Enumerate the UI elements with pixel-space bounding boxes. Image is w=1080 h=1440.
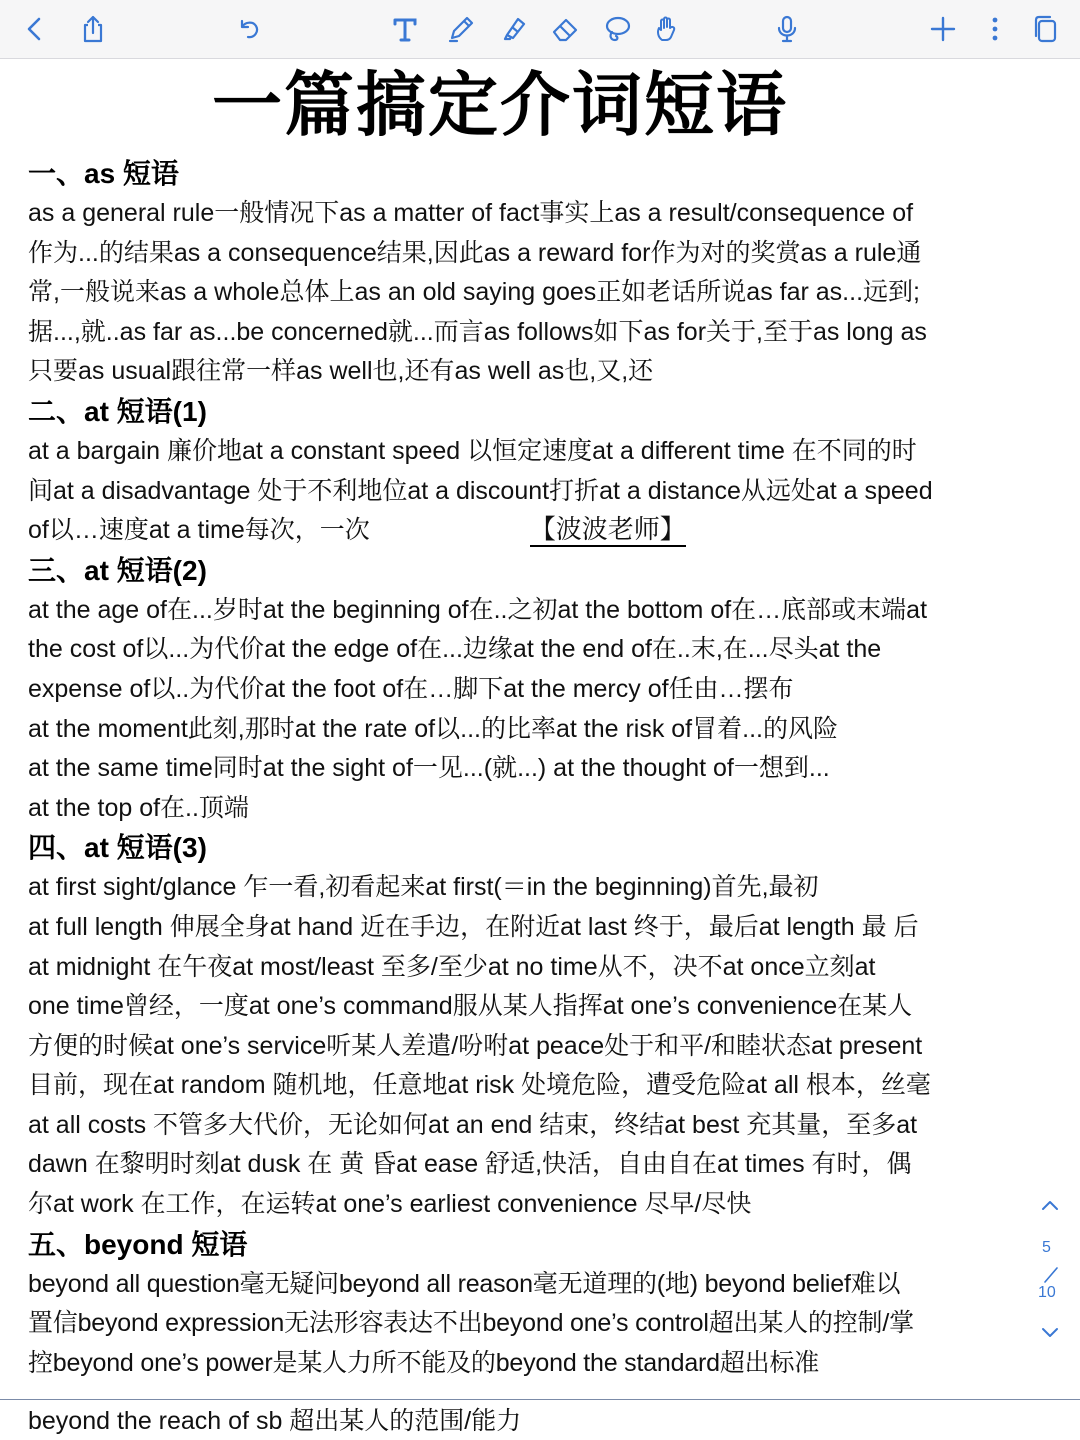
- add-icon[interactable]: [922, 8, 964, 50]
- text-line: 控beyond one’s power是某人力所不能及的beyond the standard超出标准: [28, 1348, 820, 1377]
- gesture-icon[interactable]: [646, 8, 688, 50]
- text-line: 常,一般说来as a whole总体上as an old saying goes正如老话所说as far as...远到;: [28, 278, 920, 307]
- text-line: at first sight/glance 乍一看,初看起来at first(＝in the beginning)首先,最初: [28, 873, 819, 902]
- text-line: 间at a disadvantage 处于不利地位at a discount打折at a distance从远处at a speed: [28, 476, 933, 505]
- text-tool-icon[interactable]: [384, 8, 426, 50]
- total-page-count: 10: [1038, 1284, 1056, 1301]
- text-line-part: of以…速度at a time每次，一次: [28, 516, 370, 545]
- document-page: [0, 59, 1080, 1400]
- text-line: at full length 伸展全身at hand 近在手边，在附近at last 终于，最后at length 最 后: [28, 912, 919, 941]
- text-line: at the age of在...岁时at the beginning of在..之初at the bottom of在…底部或末端at: [28, 595, 928, 624]
- text-line: at all costs 不管多大代价，无论如何at an end 结束，终结at best 充其量，至多at: [28, 1110, 918, 1139]
- text-line: 作为...的结果as a consequence结果,因此as a reward for作为对的奖赏as a rule通: [28, 238, 922, 267]
- pen-icon[interactable]: [440, 8, 482, 50]
- text-line: 置信beyond expression无法形容表达不出beyond one’s control超出某人的控制/掌: [28, 1309, 914, 1338]
- text-line: 目前，现在at random 随机地，任意地at risk 处境危险，遭受危险at all 根本，丝毫: [28, 1071, 931, 1100]
- next-page-icon[interactable]: [1038, 1323, 1062, 1343]
- text-line: [28, 511, 1058, 551]
- more-icon[interactable]: [974, 8, 1016, 50]
- text-line: at the top of在..顶端: [28, 793, 249, 822]
- text-line: beyond all question毫无疑问beyond all reason毫无道理的(地) beyond belief难以: [28, 1269, 901, 1298]
- text-line: one time曾经，一度at one’s command服从某人指挥at one’s convenience在某人: [28, 992, 913, 1021]
- text-line: the cost of以...为代价at the edge of在...边缘at the end of在..末,在...尽头at the: [28, 635, 882, 664]
- page-separator-icon: [1041, 1265, 1061, 1285]
- text-line: at the moment此刻,那时at the rate of以...的比率at the risk of冒着...的风险: [28, 714, 838, 743]
- back-icon[interactable]: [14, 8, 56, 50]
- lasso-icon[interactable]: [596, 8, 638, 50]
- text-line: at the same time同时at the sight of一见...(就...) at the thought of一想到...: [28, 754, 830, 783]
- text-line: as a general rule一般情况下as a matter of fact事实上as a result/consequence of: [28, 199, 914, 227]
- text-line: 只要as usual跟往常一样as well也,还有as well as也,又,还: [28, 357, 654, 386]
- section-heading: 三、at 短语(2): [28, 554, 207, 586]
- current-page-number: 5: [1042, 1239, 1051, 1256]
- page-content: [28, 154, 1058, 1383]
- section-heading: 二、at 短语(1): [28, 395, 207, 427]
- highlighter-icon[interactable]: [492, 8, 534, 50]
- text-line: at midnight 在午夜at most/least 至多/至少at no time从不，决不at once立刻at: [28, 952, 876, 981]
- text-line: at a bargain 廉价地at a constant speed 以恒定速度at a different time 在不同的时: [28, 436, 917, 465]
- next-page-text-line: beyond the reach of sb 超出某人的范围/能力: [28, 1407, 522, 1435]
- text-line: 方便的时候at one’s service听某人差遣/吩咐at peace处于和平/和睦状态at present: [28, 1031, 923, 1060]
- document-viewport[interactable]: [0, 59, 1080, 1440]
- section-heading: 五、beyond 短语: [28, 1228, 248, 1260]
- text-line: 据...,就..as far as...be concerned就...而言as follows如下as for关于,至于as long as: [28, 317, 927, 346]
- text-line: dawn 在黎明时刻at dusk 在 黄 昏at ease 舒适,快活，自由自在at times 有时，偶: [28, 1150, 912, 1179]
- previous-page-icon[interactable]: [1038, 1195, 1062, 1215]
- section-heading: 一、as 短语: [28, 158, 179, 189]
- share-icon[interactable]: [72, 8, 114, 50]
- page-indicator: [1038, 1195, 1062, 1345]
- teacher-tag: 【波波老师】: [530, 513, 686, 547]
- section-heading: 四、at 短语(3): [28, 832, 207, 864]
- eraser-icon[interactable]: [544, 8, 586, 50]
- top-toolbar: [0, 0, 1080, 59]
- text-line: expense of以..为代价at the foot of在…脚下at the mercy of任由…摆布: [28, 674, 794, 703]
- pages-icon[interactable]: [1024, 8, 1066, 50]
- page-title: 一篇搞定介词短语: [212, 64, 788, 146]
- text-line: 尔at work 在工作，在运转at one’s earliest convenience 尽早/尽快: [28, 1190, 752, 1219]
- undo-icon[interactable]: [228, 8, 270, 50]
- microphone-icon[interactable]: [766, 8, 808, 50]
